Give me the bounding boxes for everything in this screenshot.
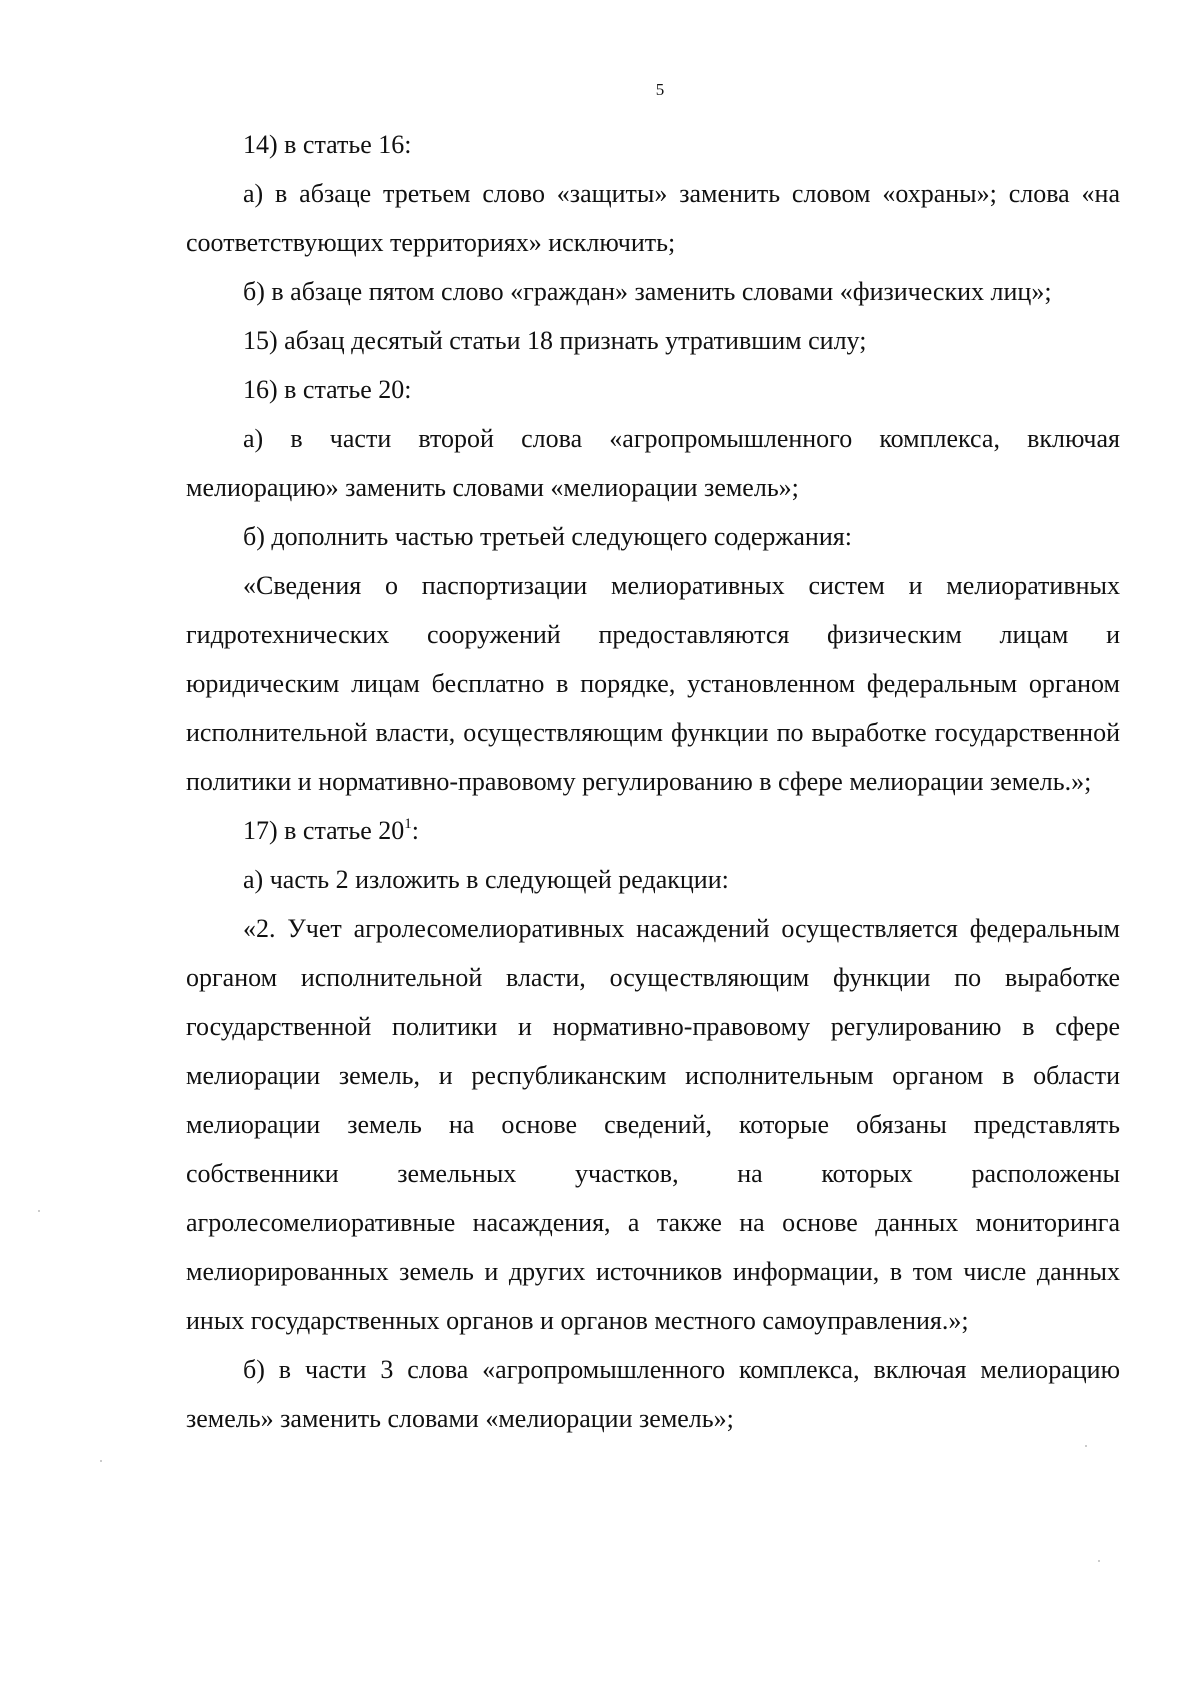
item-17-superscript: 1 bbox=[404, 816, 412, 832]
paragraph-item-14: 14) в статье 16: bbox=[243, 130, 412, 159]
paragraph-quote-passport: «Сведения о паспортизации мелиоративных систем и мелиоративных гидротехнических сооружений предоставляются физическим лицам и юридическим лицам бесплатно в порядке, установленном федеральным органом исполнительной власти, осуществляющим функции по выработке государственной политики и нормативно-правовому регулированию в сфере мелиорации земель.»; bbox=[186, 571, 1120, 796]
page-number: 5 bbox=[655, 80, 665, 99]
paragraph-item-17b: б) в части 3 слова «агропромышленного комплекса, включая мелиорацию земель» заменить словами «мелиорации земель»; bbox=[186, 1355, 1120, 1433]
paragraph-item-16b: б) дополнить частью третьей следующего содержания: bbox=[243, 522, 852, 551]
document-body bbox=[186, 120, 1120, 1443]
item-17-text: 17) в статье 20 bbox=[243, 816, 405, 845]
paragraph-item-17a: а) часть 2 изложить в следующей редакции: bbox=[243, 865, 729, 894]
paragraph-item-14b: б) в абзаце пятом слово «граждан» заменить словами «физических лиц»; bbox=[243, 277, 1052, 306]
paragraph-item-17 bbox=[186, 806, 1120, 855]
item-17-colon: : bbox=[411, 816, 420, 845]
scan-speck bbox=[1098, 1560, 1100, 1562]
paragraph-item-16a: а) в части второй слова «агропромышленного комплекса, включая мелиорацию» заменить словами «мелиорации земель»; bbox=[186, 424, 1120, 502]
paragraph-item-16: 16) в статье 20: bbox=[243, 375, 412, 404]
paragraph-item-14a: а) в абзаце третьем слово «защиты» заменить словом «охраны»; слова «на соответствующих территориях» исключить; bbox=[186, 179, 1120, 257]
scan-speck bbox=[38, 1210, 40, 1212]
paragraph-quote-part-2: «2. Учет агролесомелиоративных насаждений осуществляется федеральным органом исполнительной власти, осуществляющим функции по выработке государственной политики и нормативно-правовому регулированию в сфере мелиорации земель, и республиканским исполнительным органом в области мелиорации земель на основе сведений, которые обязаны представлять собственники земельных участков, на которых расположены агролесомелиоративные насаждения, а также на основе данных мониторинга мелиорированных земель и других источников информации, в том числе данных иных государственных органов и органов местного самоуправления.»; bbox=[186, 914, 1120, 1335]
scan-speck bbox=[100, 1460, 102, 1462]
paragraph-item-15: 15) абзац десятый статьи 18 признать утратившим силу; bbox=[243, 326, 867, 355]
scan-speck bbox=[1085, 1445, 1087, 1447]
